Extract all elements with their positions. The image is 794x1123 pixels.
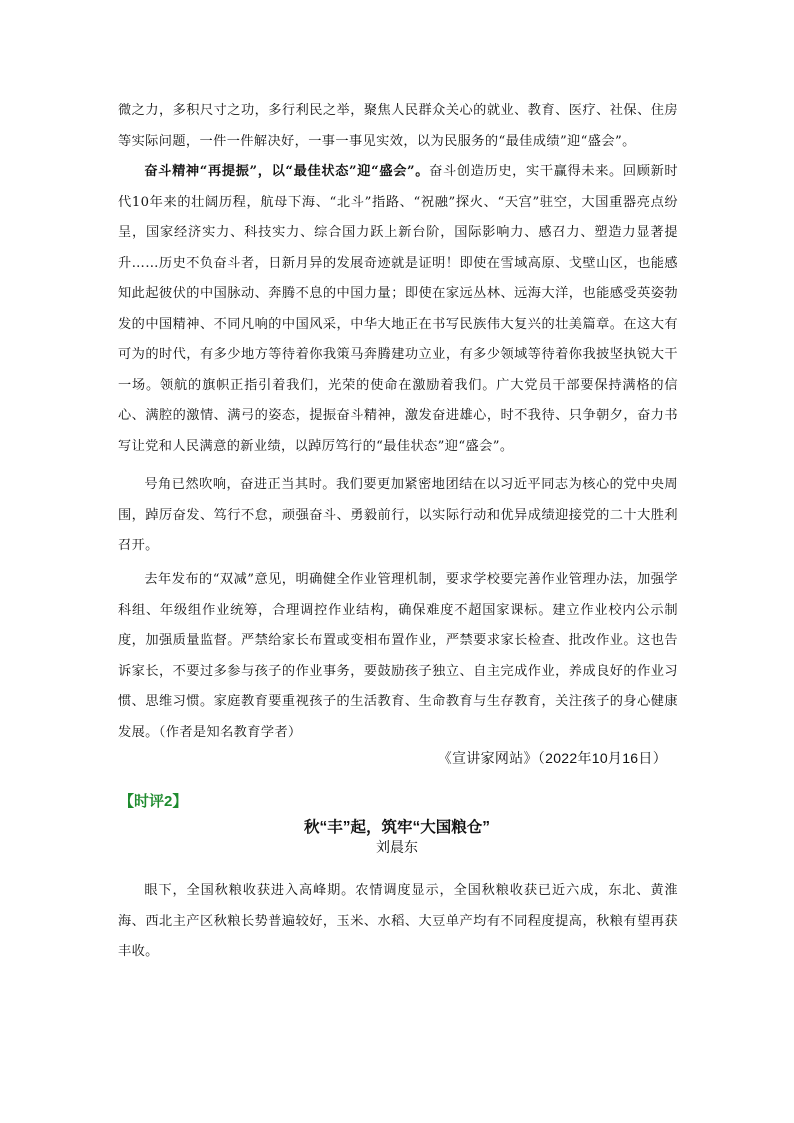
- paragraph-1: 微之力，多积尺寸之功，多行利民之举，聚焦人民群众关心的就业、教育、医疗、社保、住房等实际问题，一件一件解决好，一事一事见实效，以为民服务的“最佳成绩”迎“盛会”。: [118, 103, 678, 149]
- paragraph-2-body: 奋斗创造历史，实干赢得未来。回顾新时代10年来的壮阔历程，航母下海、“北斗”指路、“祝融”探火、“天宫”驻空，大国重器亮点纷呈，国家经济实力、科技实力、综合国力跃上新台阶，国际影响力、感召力、塑造力显著提升……历史不负奋斗者，日新月异的发展奇迹就是证明！即使在雪域高原、戈壁山区，也能感知此起彼伏的中国脉动、奔腾不息的中国力量；即使在家远丛林、远海大洋，也能感受英姿勃发的中国精神、不同凡响的中国风采，中华大地正在书写民族伟大复兴的壮美篇章。在这大有可为的时代，有多少地方等待着你我策马奔腾建功立业，有多少领域等待着你我披坚执锐大干一场。领航的旗帜正指引着我们，光荣的使命在激励着我们。广大党员干部要保持满格的信心、满腔的激情、满弓的姿态，提振奋斗精神，激发奋进雄心，时不我待、只争朝夕，奋力书写让党和人民满意的新业绩，以踔厉笃行的“最佳状态”迎“盛会”。: [118, 164, 679, 454]
- section-tag: 【时评2】: [119, 793, 188, 810]
- article-title: 秋“丰”起，筑牢“大国粮仓”: [303, 819, 490, 836]
- paragraph-5: 眼下，全国秋粮收获进入高峰期。农情调度显示，全国秋粮收获已近六成，东北、黄淮海、西北主产区秋粮长势普遍较好，玉米、水稻、大豆单产均有不同程度提高，秋粮有望再获丰收。: [118, 883, 678, 959]
- source-citation: 《宣讲家网站》（2022年10月16日）: [437, 750, 667, 766]
- paragraph-2-heading: 奋斗精神“再提振”，以“最佳状态”迎“盛会”。: [144, 164, 430, 179]
- paragraph-2: [118, 157, 678, 462]
- article-author: 刘晨东: [376, 839, 418, 855]
- paragraph-4: 去年发布的“双减”意见，明确健全作业管理机制，要求学校要完善作业管理办法，加强学科组、年级组作业统筹，合理调控作业结构，确保难度不超国家课标。建立作业校内公示制度，加强质量监督。严禁给家长布置或变相布置作业，严禁要求家长检查、批改作业。这也告诉家长，不要过多参与孩子的作业事务，要鼓励孩子独立、自主完成作业，养成良好的作业习惯、思维习惯。家庭教育要重视孩子的生活教育、生命教育与生存教育，关注孩子的身心健康发展。（作者是知名教育学者）: [118, 572, 678, 740]
- paragraph-3: 号角已然吹响，奋进正当其时。我们要更加紧密地团结在以习近平同志为核心的党中央周围，踔厉奋发、笃行不怠，顽强奋斗、勇毅前行，以实际行动和优异成绩迎接党的二十大胜利召开。: [118, 477, 678, 553]
